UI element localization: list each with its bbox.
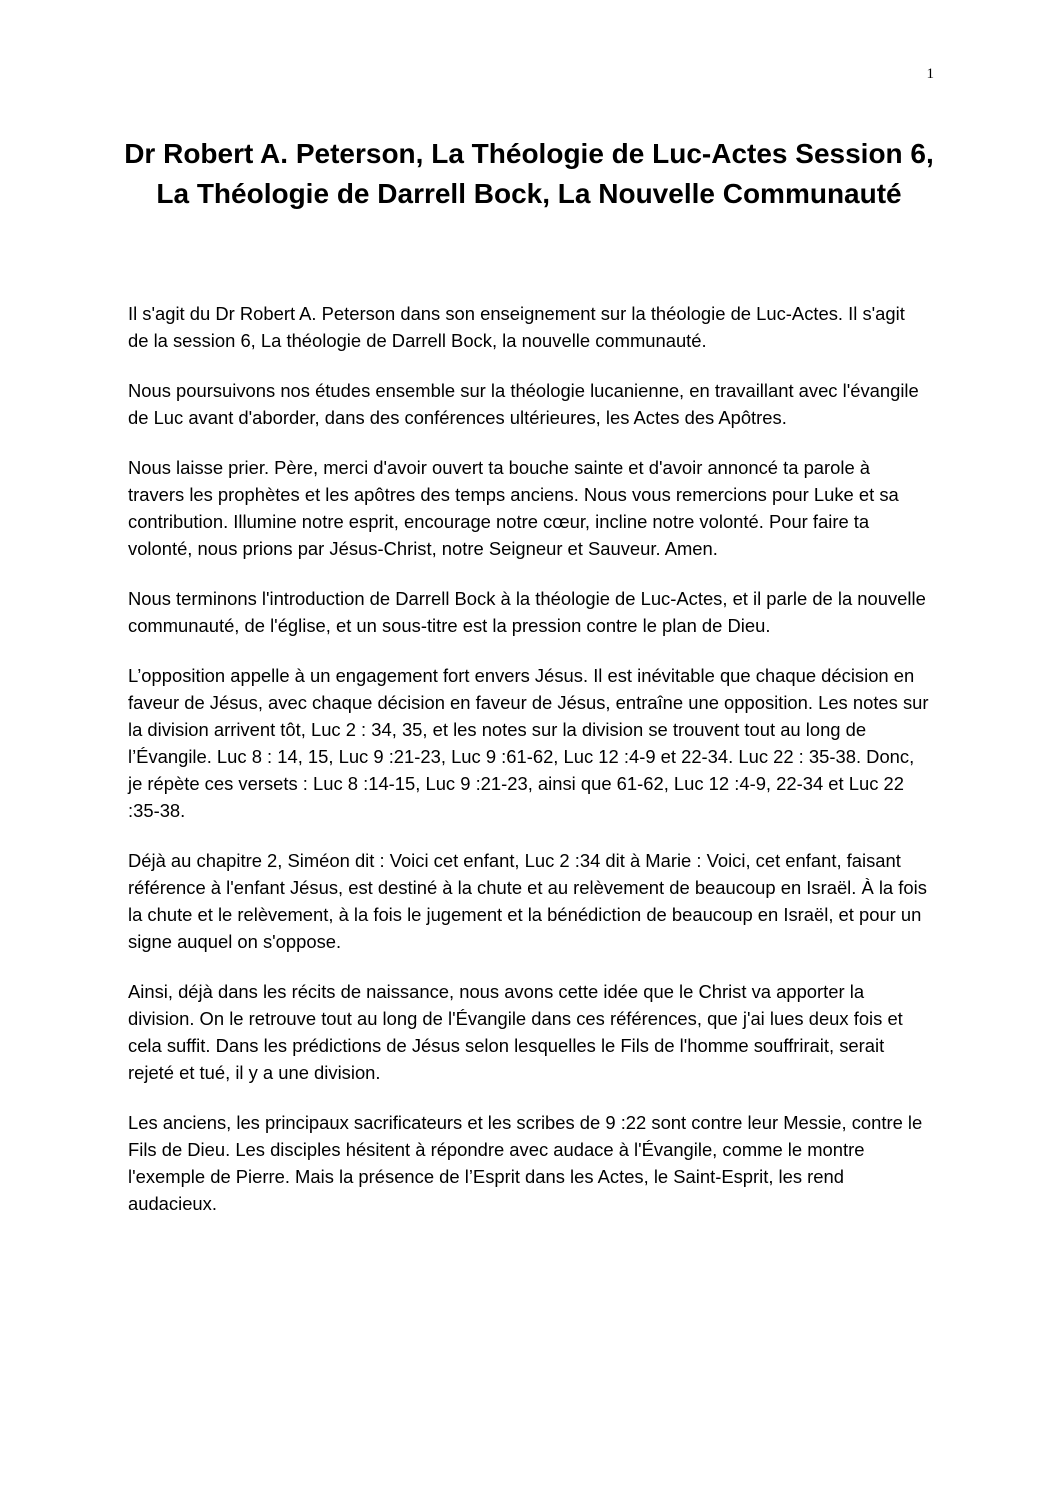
paragraph: L’opposition appelle à un engagement fort envers Jésus. Il est inévitable que chaque décision en faveur de Jésus, avec chaque décision en faveur de Jésus, entraîne une opposition. Les notes sur la division arrivent tôt, Luc 2 : 34, 35, et les notes sur la division se trouvent tout au long de l’Évangile. Luc 8 : 14, 15, Luc 9 :21-23, Luc 9 :61-62, Luc 12 :4-9 et 22-34. Luc 22 : 35-38. Donc, je répète ces versets : Luc 8 :14-15, Luc 9 :21-23, ainsi que 61-62, Luc 12 :4-9, 22-34 et Luc 22 :35-38.	[128, 665, 929, 821]
paragraph: Nous laisse prier. Père, merci d'avoir ouvert ta bouche sainte et d'avoir annoncé ta parole à travers les prophètes et les apôtres des temps anciens. Nous vous remercions pour Luke et sa contribution. Illumine notre esprit, encourage notre cœur, incline notre volonté. Pour faire ta volonté, nous prions par Jésus-Christ, notre Seigneur et Sauveur. Amen.	[128, 457, 899, 559]
page-number: 1	[926, 66, 934, 82]
document-title: Dr Robert A. Peterson, La Théologie de Luc-Actes Session 6, La Théologie de Darrell Bock, La Nouvelle Communauté	[124, 138, 934, 209]
paragraph: Ainsi, déjà dans les récits de naissance, nous avons cette idée que le Christ va apporter la division. On le retrouve tout au long de l'Évangile dans ces références, que j'ai lues deux fois et cela suffit. Dans les prédictions de Jésus selon lesquelles le Fils de l'homme souffrirait, serait rejeté et tué, il y a une division.	[128, 981, 903, 1083]
paragraph: Les anciens, les principaux sacrificateurs et les scribes de 9 :22 sont contre leur Messie, contre le Fils de Dieu. Les disciples hésitent à répondre avec audace à l'Évangile, comme le montre l'exemple de Pierre. Mais la présence de l’Esprit dans les Actes, le Saint-Esprit, les rend audacieux.	[128, 1112, 923, 1214]
document-body	[128, 300, 930, 1240]
paragraph: Nous terminons l'introduction de Darrell Bock à la théologie de Luc-Actes, et il parle de la nouvelle communauté, de l'église, et un sous-titre est la pression contre le plan de Dieu.	[128, 588, 926, 636]
paragraph: Il s'agit du Dr Robert A. Peterson dans son enseignement sur la théologie de Luc-Actes. Il s'agit de la session 6, La théologie de Darrell Bock, la nouvelle communauté.	[128, 303, 905, 351]
paragraph: Déjà au chapitre 2, Siméon dit : Voici cet enfant, Luc 2 :34 dit à Marie : Voici, cet enfant, faisant référence à l'enfant Jésus, est destiné à la chute et au relèvement de beaucoup en Israël. À la fois la chute et le relèvement, à la fois le jugement et la bénédiction de beaucoup en Israël, et pour un signe auquel on s'oppose.	[128, 850, 927, 952]
paragraph: Nous poursuivons nos études ensemble sur la théologie lucanienne, en travaillant avec l'évangile de Luc avant d'aborder, dans des conférences ultérieures, les Actes des Apôtres.	[128, 380, 919, 428]
